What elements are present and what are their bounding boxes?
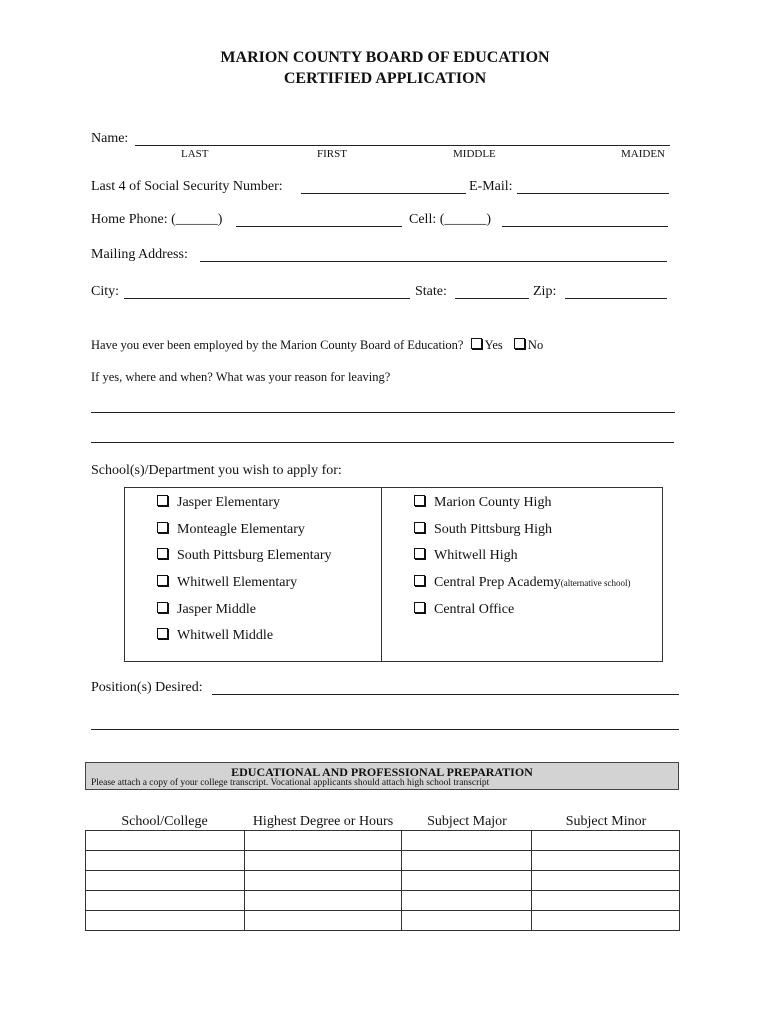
checkbox-icon[interactable] — [157, 495, 168, 506]
school-option[interactable] — [414, 548, 518, 564]
table-cell[interactable] — [402, 891, 532, 911]
checkbox-icon[interactable] — [157, 548, 168, 559]
table-cell[interactable] — [402, 851, 532, 871]
ssn-label: Last 4 of Social Security Number: — [91, 179, 283, 194]
checkbox-icon[interactable] — [414, 575, 425, 586]
table-row — [86, 871, 680, 891]
table-cell[interactable] — [532, 831, 680, 851]
checkbox-icon[interactable] — [414, 602, 425, 613]
checkbox-icon[interactable] — [157, 522, 168, 533]
employment-followup: If yes, where and when? What was your reason for leaving? — [91, 370, 391, 384]
school-option-label: Jasper Middle — [177, 602, 256, 617]
table-cell[interactable] — [532, 891, 680, 911]
employment-question: Have you ever been employed by the Marion County Board of Education? — [91, 338, 464, 352]
ssn-field[interactable] — [301, 193, 466, 194]
school-option-label: South Pittsburg Elementary — [177, 548, 332, 563]
mailing-address-label: Mailing Address: — [91, 247, 188, 262]
table-cell[interactable] — [244, 871, 402, 891]
employment-question-row — [91, 338, 543, 353]
school-option[interactable] — [157, 495, 280, 511]
table-cell[interactable] — [86, 871, 245, 891]
school-option-label: Central Prep Academy — [434, 575, 561, 590]
table-row — [86, 911, 680, 931]
schools-divider — [381, 488, 382, 661]
school-option-label: Central Office — [434, 602, 515, 617]
city-label: City: — [91, 284, 120, 299]
name-field[interactable] — [135, 145, 670, 146]
checkbox-icon[interactable] — [414, 522, 425, 533]
education-title: EDUCATIONAL AND PROFESSIONAL PREPARATION — [231, 765, 533, 779]
table-cell[interactable] — [402, 831, 532, 851]
zip-field[interactable] — [565, 298, 667, 299]
name-middle-label: MIDDLE — [453, 148, 496, 160]
education-subtitle: Please attach a copy of your college transcript. Vocational applicants should attach high school transcript — [91, 778, 490, 788]
school-option[interactable] — [414, 602, 514, 618]
position-field[interactable] — [212, 694, 679, 695]
school-option-label: Jasper Elementary — [177, 495, 281, 510]
email-field[interactable] — [517, 193, 669, 194]
mailing-address-field[interactable] — [200, 261, 667, 262]
education-header-box — [85, 762, 679, 790]
col-subject-minor: Subject Minor — [565, 814, 647, 829]
cell-label: Cell: (______) — [409, 212, 492, 227]
zip-label: Zip: — [533, 284, 557, 299]
table-cell[interactable] — [532, 851, 680, 871]
cell-field[interactable] — [502, 226, 668, 227]
school-option[interactable] — [414, 575, 630, 591]
school-option[interactable] — [414, 522, 552, 538]
school-option[interactable] — [157, 628, 273, 644]
table-cell[interactable] — [86, 891, 245, 911]
home-phone-label: Home Phone: (______) — [91, 212, 223, 227]
form-subtitle: CERTIFIED APPLICATION — [283, 70, 487, 87]
yes-label: Yes — [484, 338, 503, 352]
checkbox-icon[interactable] — [414, 495, 425, 506]
col-school-college: School/College — [121, 814, 208, 829]
table-row — [86, 851, 680, 871]
state-label: State: — [415, 284, 447, 299]
school-option[interactable] — [414, 495, 551, 511]
home-phone-field[interactable] — [236, 226, 402, 227]
checkbox-icon[interactable] — [157, 575, 168, 586]
table-cell[interactable] — [244, 911, 402, 931]
table-row — [86, 831, 680, 851]
col-highest-degree: Highest Degree or Hours — [252, 814, 394, 829]
school-option-label: South Pittsburg High — [434, 522, 552, 537]
table-cell[interactable] — [86, 851, 245, 871]
school-option[interactable] — [157, 602, 256, 618]
checkbox-icon[interactable] — [157, 628, 168, 639]
table-cell[interactable] — [244, 851, 402, 871]
table-cell[interactable] — [244, 831, 402, 851]
form-title: MARION COUNTY BOARD OF EDUCATION — [220, 49, 550, 66]
table-cell[interactable] — [532, 871, 680, 891]
col-subject-major: Subject Major — [427, 814, 507, 829]
table-cell[interactable] — [402, 911, 532, 931]
school-option-label: Whitwell High — [434, 548, 518, 563]
school-option[interactable] — [157, 575, 297, 591]
school-option-label: Marion County High — [434, 495, 552, 510]
table-cell[interactable] — [532, 911, 680, 931]
checkbox-icon[interactable] — [157, 602, 168, 613]
school-option-label: Whitwell Middle — [177, 628, 274, 643]
city-field[interactable] — [124, 298, 410, 299]
name-last-label: LAST — [181, 148, 209, 160]
name-maiden-label: MAIDEN — [621, 148, 665, 160]
school-option[interactable] — [157, 522, 305, 538]
table-cell[interactable] — [86, 911, 245, 931]
table-cell[interactable] — [402, 871, 532, 891]
no-checkbox[interactable] — [514, 338, 525, 349]
alternative-school-note: (alternative school) — [560, 578, 631, 588]
no-label: No — [527, 338, 544, 352]
email-label: E-Mail: — [469, 179, 513, 194]
name-first-label: FIRST — [317, 148, 347, 160]
school-option-label: Whitwell Elementary — [177, 575, 298, 590]
education-table — [85, 830, 680, 931]
school-option[interactable] — [157, 548, 332, 564]
schools-heading: School(s)/Department you wish to apply for: — [91, 463, 342, 478]
school-option-label: Monteagle Elementary — [177, 522, 305, 537]
name-label: Name: — [91, 131, 129, 146]
state-field[interactable] — [455, 298, 529, 299]
table-cell[interactable] — [244, 891, 402, 911]
employment-answer-line-1[interactable] — [91, 412, 675, 413]
checkbox-icon[interactable] — [414, 548, 425, 559]
yes-checkbox[interactable] — [471, 338, 482, 349]
position-label: Position(s) Desired: — [91, 680, 203, 695]
table-row — [86, 891, 680, 911]
table-cell[interactable] — [86, 831, 245, 851]
employment-answer-line-2[interactable] — [91, 442, 674, 443]
position-field-line-2[interactable] — [91, 729, 679, 730]
